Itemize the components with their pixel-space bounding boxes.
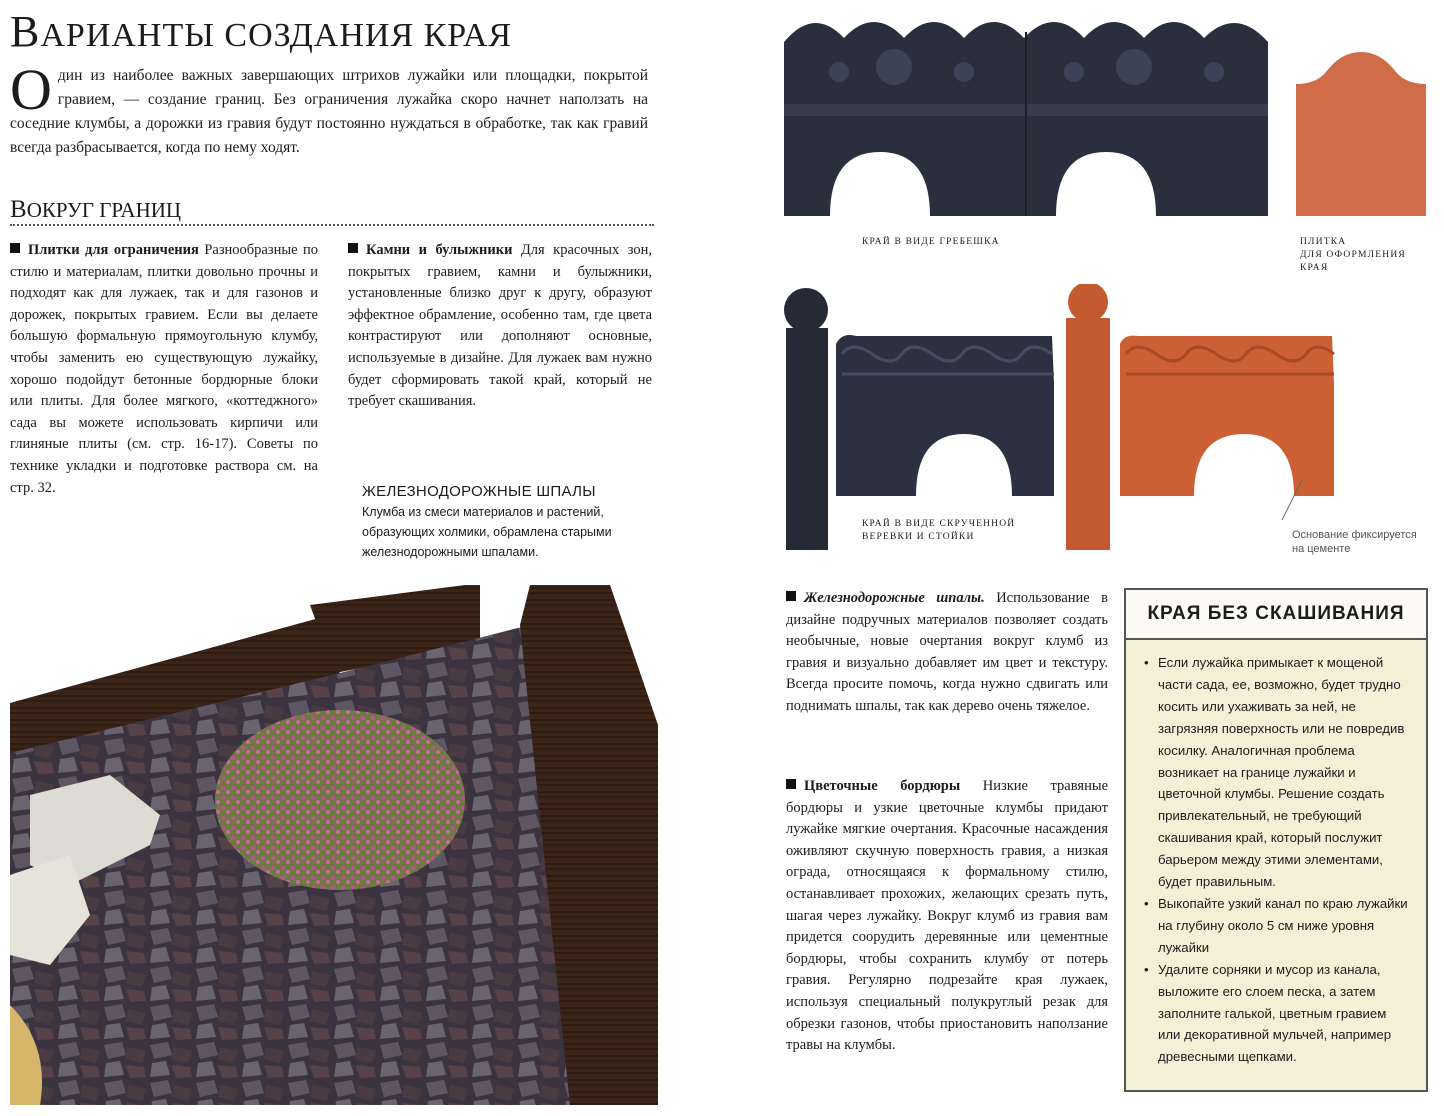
photo-caption xyxy=(362,482,654,562)
tiles-column: Плитки для ограничения Разнообразные по стилю и материалам, плитки довольно прочны и подходят как для лужаек, так и для газонов и дорожек, покрытых гравием. Если вы делаете большую формальную прямоугольную клумбу, чтобы заменить ею существующую лужайку, хорошо подойдут бетонные бордюрные блоки или плиты. Для более мягкого, «коттеджного» сада вы можете использовать кирпичи или глиняные плиты (см. стр. 16-17). Советы по технике укладки и подготовке раствора см. на стр. 32. xyxy=(10,242,318,496)
label-tile: ПЛИТКА ДЛЯ ОФОРМЛЕНИЯ КРАЯ xyxy=(1300,237,1406,273)
bullet-square-icon xyxy=(348,243,358,253)
drop-cap: О xyxy=(10,57,52,122)
label-rope-edging: КРАЙ В ВИДЕ СКРУЧЕННОЙ ВЕРЕВКИ И СТОЙКИ xyxy=(862,519,1016,542)
intro-paragraph: Один из наиболее важных завершающих штрихов лужайки или площадки, покрытой гравием, — создание границ. Без ограничения лужайка скоро начнет наползать на соседние клумбы, а дорожки из гравия будут постоянно нуждаться в обработке, так как гравий всегда разбрасывается, когда по нему ходят. xyxy=(10,57,648,156)
photo-caption-text: Клумба из смеси материалов и растений, образующих холмики, обрамлена старыми железнодорожными шпалами. xyxy=(362,505,612,559)
rope-edging-image xyxy=(782,284,1428,550)
terracotta-tile-image xyxy=(1296,52,1426,216)
no-mow-item: • Удалите сорняки и мусор из канала, выложите его слоем песка, а затем заполните галькой, цветным гравием или декоративной мульчей, например древесными щепками. xyxy=(1144,959,1412,1069)
scallop-edging-image xyxy=(784,12,1268,216)
page-title: ВАРИАНТЫ СОЗДАНИЯ КРАЯ xyxy=(10,7,513,56)
garden-bed-photo xyxy=(10,585,658,1105)
section-subheading: ВОКРУГ ГРАНИЦ xyxy=(10,196,654,226)
photo-caption-title: ЖЕЛЕЗНОДОРОЖНЫЕ ШПАЛЫ xyxy=(362,483,596,500)
no-mow-box-title: КРАЯ БЕЗ СКАШИВАНИЯ xyxy=(1126,590,1426,640)
bullet-square-icon xyxy=(10,243,20,253)
flower-borders-column: Цветочные бордюры Низкие травяные бордюры и узкие цветочные клумбы придают лужайке мягкие очертания. Красочные насаждения оживляют скучную поверхность гравия, а низкая ограда, относящаяся к формальному стилю, останавливает прохожих, желающих срезать путь, шагая через лужайку. Вокруг клумб из гравия вам придется соорудить деревянные или цементные бордюры, чтобы сохранить клумбу от потерь гравия. Регулярно подрезайте края лужаек, используя специальный полукруглый резак для обрезки газонов, чтобы приостановить наползание травы на клумбы. xyxy=(786,778,1109,1054)
no-mow-item: • Если лужайка примыкает к мощеной части сада, ее, возможно, будет трудно косить или ухаживать за ней, не загрязняя поверхность или не повредив косилку. Аналогичная проблема возникает на границе лужайки и цветочной клумбы. Решение создать привлекательный, не требующий скашивания край, который послужит барьером между этими элементами, будет правильным. xyxy=(1144,652,1412,893)
stones-column: Камни и булыжники Для красочных зон, покрытых гравием, камни и булыжники, установленные близко друг к другу, образуют эффектное обрамление, особенно там, где цвета контрастируют или дополняют основные, используемые в дизайне. Для лужаек вам нужно будет сформировать такой край, который не требует скашивания. xyxy=(348,242,652,410)
bullet-square-icon xyxy=(786,591,796,601)
label-scallop-edging: КРАЙ В ВИДЕ ГРЕБЕШКА xyxy=(862,237,1000,247)
sleepers-column: Железнодорожные шпалы. Использование в дизайне подручных материалов позволяет создать необычные, новые очертания вокруг клумб из гравия и визуально добавляет им цвет и текстуру. Всегда просите помочь, когда нужно сдвигать или поднимать шпалы, так как дерево очень тяжелое. xyxy=(786,590,1109,714)
thyme-plant xyxy=(215,710,465,890)
note-base-cement: Основание фиксируется на цементе xyxy=(1292,529,1417,555)
no-mow-item: • Выкопайте узкий канал по краю лужайки на глубину около 5 см ниже уровня лужайки xyxy=(1144,893,1412,959)
no-mow-edges-box xyxy=(1124,588,1428,1092)
bullet-square-icon xyxy=(786,779,796,789)
